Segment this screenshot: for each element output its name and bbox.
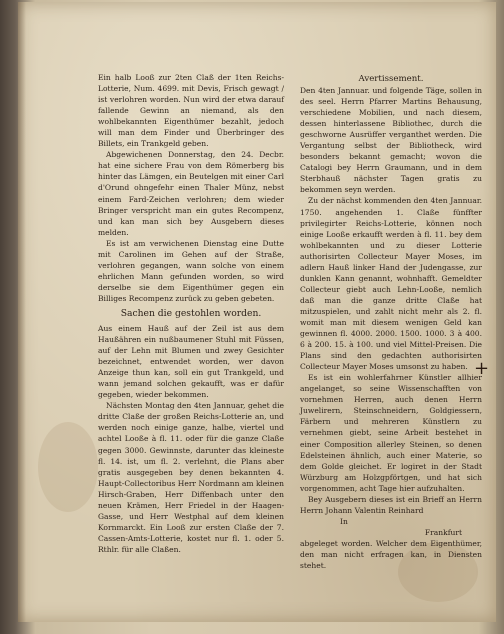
letter-place: Frankfurt xyxy=(424,527,462,537)
letter-in: In xyxy=(340,516,348,526)
notice-letter: Bey Ausgebern dieses ist ein Brieff an Herrn Herrn Johann Valentin Reinhard xyxy=(300,494,482,515)
notice-stolen-chair: Aus einem Hauß auf der Zeil ist aus dem Haußähren ein nußbaumener Stuhl mit Füssen, auf der Lehn mit Blumen und zwey Gesichter bezeichnet, entwendet worden, wer davon Anzeige thun kan, soll ein gut Trankgeld, und wann jemand solchen gekaufft, was er dafür gegeben, wieder bekommen. xyxy=(98,323,284,400)
section-heading-avertissement: Avertissement. xyxy=(358,74,424,84)
notice-lost-lottery-ticket: Ein halb Looß zur 2ten Claß der 1ten Reichs-Lotterie, Num. 4699. mit Devis, Frisch gewagt / ist verlohren worden. Nun wird der etwa darauf fallende Gewinn an niemand, als den wohlbekannten Eigenthümer bezahlt, jedoch will man dem Finder und Überbringer des Billets, ein Trankgeld geben. xyxy=(98,73,284,149)
handwritten-cross-mark: + xyxy=(474,358,490,379)
notice-letter-closing: abgeleget worden. Welcher dem Eigenthümer, den man nicht erfragen kan, in Diensten stehet. xyxy=(300,538,482,571)
notice-lost-bag: Es ist am verwichenen Dienstag eine Dutte mit Carolinen im Gehen auf der Straße, verlohren gegangen, wann solche von einem ehrlichen Mann gefunden worden, so wird derselbe sie dem Eigenthümer gegen ein Billiges Recompenz zurück zu geben gebeten. xyxy=(98,238,284,303)
notice-lottery-collecteur: Zu der nächst kommenden den 4ten Jannuar. 1750. angehenden 1. Claße fünffter privilegirter Reichs-Lotterie, können noch einige Looße erkaufft werden à fl. 11. bey dem wohlbekannten und zu dieser Lotterie authorisirten Collecteur Mayer Moses, im adlern Hauß linker Hand der Judengasse, zur dunklen Kann genannt, wohnhafft. Gemeldter Collecteur giebt auch Lehn-Looße, nemlich daß man die ganze dritte Claße hat mitzuspielen, und zahlt nicht mehr als 2. fl. womit man mit diesem wenigen Geld kan gewinnen fl. 4000. 2000. 1500. 1000. 3 à 400. 6 à 200. 15. à 100. und viel Mittel-Preisen. Die Plans sind den gedachten authorisirten Collecteur Mayer Moses umsonst zu haben. xyxy=(300,196,482,372)
right-column xyxy=(300,74,482,571)
paper-stain xyxy=(38,422,98,512)
section-heading-stolen: Sachen die gestohlen worden. xyxy=(120,307,262,319)
notice-lost-purse: Abgewichenen Donnerstag, den 24. Decbr. hat eine sichere Frau von dem Römerberg bis hinter das Lämgen, ein Beutelgen mit einer Carl d'Orund ohngefehr einen Thaler Münz, nebst einem Fard-Zeichen verlohren; dem wieder Bringer verspricht man ein gutes Recompenz, und kan man sich bey Ausgebern dieses melden. xyxy=(98,150,284,237)
left-column xyxy=(98,72,284,555)
notice-artist: Es ist ein wohlerfahrner Künstler allhier angelanget, so seine Wissenschafften von vornehmen Herren, auch denen Herrn Juwelirern, Steinschneidern, Goldgiessern, Färbern und mehreren Künstlern zu vernehmen giebt, seine Arbeit bestehet in einer Composition allerley Steinen, so denen Edelsteinen ähnlich, auch einer Materie, so dem Golde gleichet. Er logiret in der Stadt Würzburg am Holzgpförtgen, und hat sich vorgenommen, acht Tage hier aufzuhalten. xyxy=(300,373,482,493)
page-fold-shadow xyxy=(18,2,26,622)
notice-lottery-class: Nächsten Montag den 4ten Jannuar, gehet die dritte Claße der großen Reichs-Lotterie an, und werden noch einige ganze, halbe, viertel und achtel Looße à fl. 11. oder für die ganze Claße gegen 3000. Gewinnste, darunter das kleineste fl. 14. ist, um fl. 2. verlehnt, die Plans aber gratis ausgegeben bey denen bekannten 4. Haupt-Collectoribus Herr Nordmann am kleinen Hirsch-Graben, Herr Diffenbach unter den neuen Krämen, Herr Friedel in der Haagen-Gasse, und Herr Westphal auf dem kleinen Kornmarckt. Ein Looß zur ersten Claße der 7. Cassen-Amts-Lotterie, kostet nur fl. 1. oder 5. Rthlr. für alle Claßen. xyxy=(98,401,284,554)
notice-auction: Den 4ten Jannuar. und folgende Täge, sollen in des seel. Herrn Pfarrer Martins Behausung, verschiedene Mobilien, und nach diesem, dessen hinterlassene Bibliothec, durch die geschworne Ausrüffer verganthet werden. Die Vergantung selbst der Bibliotheck, wird besonders bekannt gemacht; wovon die Catalogi bey Herrn Graumann, und in dem Sterbhauß nächster Tagen gratis zu bekommen seyn werden. xyxy=(300,86,482,195)
